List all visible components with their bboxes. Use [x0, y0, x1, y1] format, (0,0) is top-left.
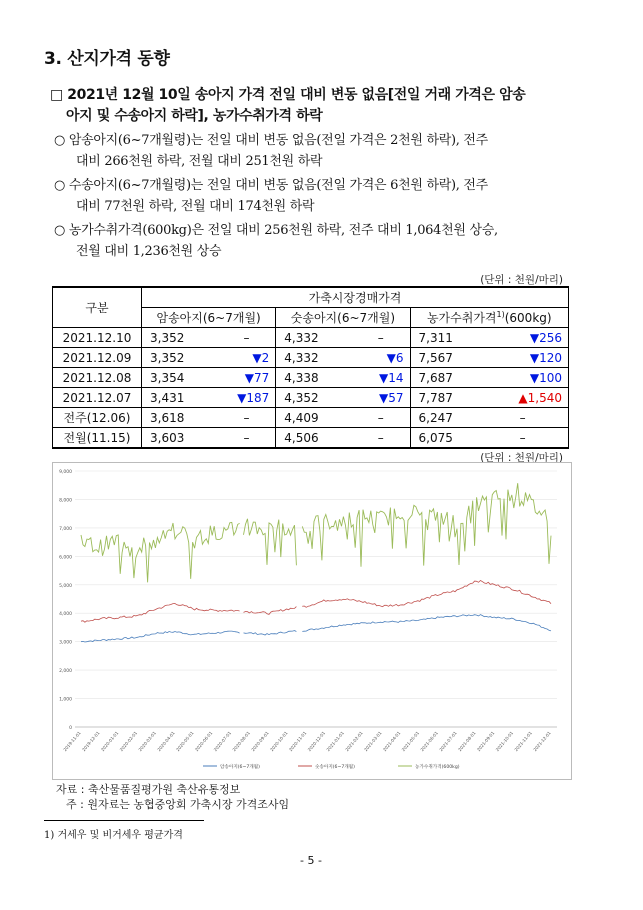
table-row: [53, 348, 569, 368]
footnote: 1) 거세우 및 비거세우 평균가격: [44, 830, 183, 841]
table-row: [53, 428, 569, 449]
header-female: 암송아지(6~7개월): [142, 308, 276, 328]
female-price: 3,352: [142, 348, 208, 368]
row-label: 2021.12.08: [53, 368, 142, 388]
legend-label: 암송아지(6~7개월): [220, 765, 260, 770]
series-line-2: [81, 483, 551, 582]
farm-change: –: [484, 408, 569, 428]
farm-price: 7,687: [410, 368, 484, 388]
x-tick-label: 2021-07-01: [438, 730, 458, 753]
male-price: 4,338: [276, 368, 342, 388]
farm-change: –: [484, 428, 569, 449]
farm-change: ▼100: [484, 368, 569, 388]
bullet-2-line-2: 대비 77천원 하락, 전월 대비 174천원 하락: [76, 199, 315, 214]
table-row: [53, 408, 569, 428]
bullet-2-line-1: ○ 수송아지(6~7개월령)는 전일 대비 변동 없음(전일 가격은 6천원 하락), 전주: [54, 178, 488, 193]
y-tick-label: 7,000: [59, 526, 72, 532]
footnote-divider: [44, 820, 204, 821]
male-price: 4,332: [276, 328, 342, 348]
x-tick-label: 2020-10-01: [269, 730, 289, 753]
header-group: 가축시장경매가격: [142, 287, 569, 308]
x-tick-label: 2021-05-01: [400, 730, 421, 753]
female-change: ▼2: [207, 348, 275, 368]
y-tick-label: 5,000: [59, 583, 72, 589]
row-label: 전월(11.15): [53, 428, 142, 449]
farm-price: 7,567: [410, 348, 484, 368]
male-price: 4,409: [276, 408, 342, 428]
bullet-3-line-2: 전월 대비 1,236천원 상승: [76, 244, 222, 259]
male-price: 4,332: [276, 348, 342, 368]
x-tick-label: 2021-12-01: [532, 730, 552, 753]
male-change: ▼6: [342, 348, 410, 368]
x-tick-label: 2021-09-01: [475, 730, 496, 753]
male-price: 4,352: [276, 388, 342, 408]
x-tick-label: 2020-12-01: [306, 730, 327, 753]
y-tick-label: 1,000: [59, 697, 72, 703]
row-label: 2021.12.10: [53, 328, 142, 348]
x-tick-label: 2020-02-01: [118, 730, 139, 753]
table-unit: (단위 : 천원/마리): [480, 274, 563, 286]
x-tick-label: 2019-11-01: [62, 730, 82, 753]
farm-price: 7,787: [410, 388, 484, 408]
headline-line-2: 아지 및 수송아지 하락], 농가수취가격 하락: [66, 108, 323, 124]
table-row: [53, 388, 569, 408]
x-tick-label: 2020-09-01: [250, 730, 270, 753]
x-tick-label: 2020-05-01: [175, 730, 195, 753]
farm-change: ▼256: [484, 328, 569, 348]
female-change: ▼187: [207, 388, 275, 408]
female-price: 3,603: [142, 428, 208, 449]
male-change: –: [342, 328, 410, 348]
y-tick-label: 8,000: [59, 498, 72, 504]
female-change: –: [207, 408, 275, 428]
x-tick-label: 2021-06-01: [419, 730, 439, 753]
series-line-0: [81, 615, 551, 642]
row-label: 2021.12.09: [53, 348, 142, 368]
row-label: 2021.12.07: [53, 388, 142, 408]
farm-change: ▲1,540: [484, 388, 569, 408]
male-price: 4,506: [276, 428, 342, 449]
section-title: 3. 산지가격 동향: [44, 49, 170, 69]
y-tick-label: 3,000: [59, 640, 72, 646]
legend-label: 농가수취가격(600kg): [415, 765, 460, 770]
y-tick-label: 9,000: [59, 470, 72, 475]
x-tick-label: 2019-12-01: [81, 730, 101, 753]
x-tick-label: 2020-11-01: [287, 730, 308, 753]
x-tick-label: 2021-03-01: [363, 730, 383, 753]
female-price: 3,618: [142, 408, 208, 428]
x-tick-label: 2020-08-01: [231, 730, 251, 753]
male-change: ▼57: [342, 388, 410, 408]
farm-price: 6,075: [410, 428, 484, 449]
farm-price: 7,311: [410, 328, 484, 348]
chart-unit: (단위 : 천원/마리): [480, 452, 563, 464]
farm-price: 6,247: [410, 408, 484, 428]
x-tick-label: 2020-01-01: [99, 730, 120, 753]
header-male: 숫송아지(6~7개월): [276, 308, 410, 328]
bullet-1-line-2: 대비 266천원 하락, 전월 대비 251천원 하락: [76, 154, 323, 169]
y-tick-label: 0: [69, 726, 72, 731]
male-change: ▼14: [342, 368, 410, 388]
row-label: 전주(12.06): [53, 408, 142, 428]
x-tick-label: 2021-02-01: [344, 730, 364, 753]
x-tick-label: 2021-01-01: [325, 730, 345, 753]
x-tick-label: 2020-06-01: [193, 730, 214, 753]
chart-svg: [53, 463, 571, 779]
headline-line-1: □ 2021년 12월 10일 송아지 가격 전일 대비 변동 없음[전일 거래 가격은 암송: [50, 87, 526, 103]
series-line-1: [81, 581, 551, 623]
header-farm: 농가수취가격$^{1)}$(600kg): [410, 308, 568, 328]
x-tick-label: 2020-07-01: [212, 730, 233, 753]
male-change: –: [342, 408, 410, 428]
data-note: 주 : 원자료는 농협중앙회 가축시장 가격조사임: [66, 798, 290, 811]
table-row: [53, 368, 569, 388]
x-tick-label: 2020-03-01: [137, 730, 157, 753]
table-row: [53, 328, 569, 348]
price-table: [52, 286, 569, 449]
farm-change: ▼120: [484, 348, 569, 368]
source-note: 자료 : 축산물품질평가원 축산유통정보: [56, 783, 241, 796]
x-tick-label: 2021-04-01: [381, 730, 402, 753]
female-change: –: [207, 328, 275, 348]
female-price: 3,431: [142, 388, 208, 408]
x-tick-label: 2021-11-01: [513, 730, 533, 753]
female-price: 3,354: [142, 368, 208, 388]
female-change: ▼77: [207, 368, 275, 388]
x-tick-label: 2021-10-01: [494, 730, 515, 753]
bullet-3-line-1: ○ 농가수취가격(600kg)은 전일 대비 256천원 하락, 전주 대비 1,064천원 상승,: [54, 223, 498, 238]
y-tick-label: 6,000: [59, 555, 72, 561]
x-tick-label: 2021-08-01: [457, 730, 477, 753]
bullet-1-line-1: ○ 암송아지(6~7개월령)는 전일 대비 변동 없음(전일 가격은 2천원 하락), 전주: [54, 133, 488, 148]
legend-label: 숫송아지(6~7개월): [315, 765, 355, 770]
x-tick-label: 2020-04-01: [156, 730, 176, 753]
y-tick-label: 2,000: [59, 669, 72, 675]
page-number: - 5 -: [300, 854, 322, 867]
header-category: 구분: [53, 287, 142, 328]
female-price: 3,352: [142, 328, 208, 348]
male-change: –: [342, 428, 410, 449]
y-tick-label: 4,000: [59, 612, 72, 618]
price-chart: [52, 462, 572, 780]
female-change: –: [207, 428, 275, 449]
